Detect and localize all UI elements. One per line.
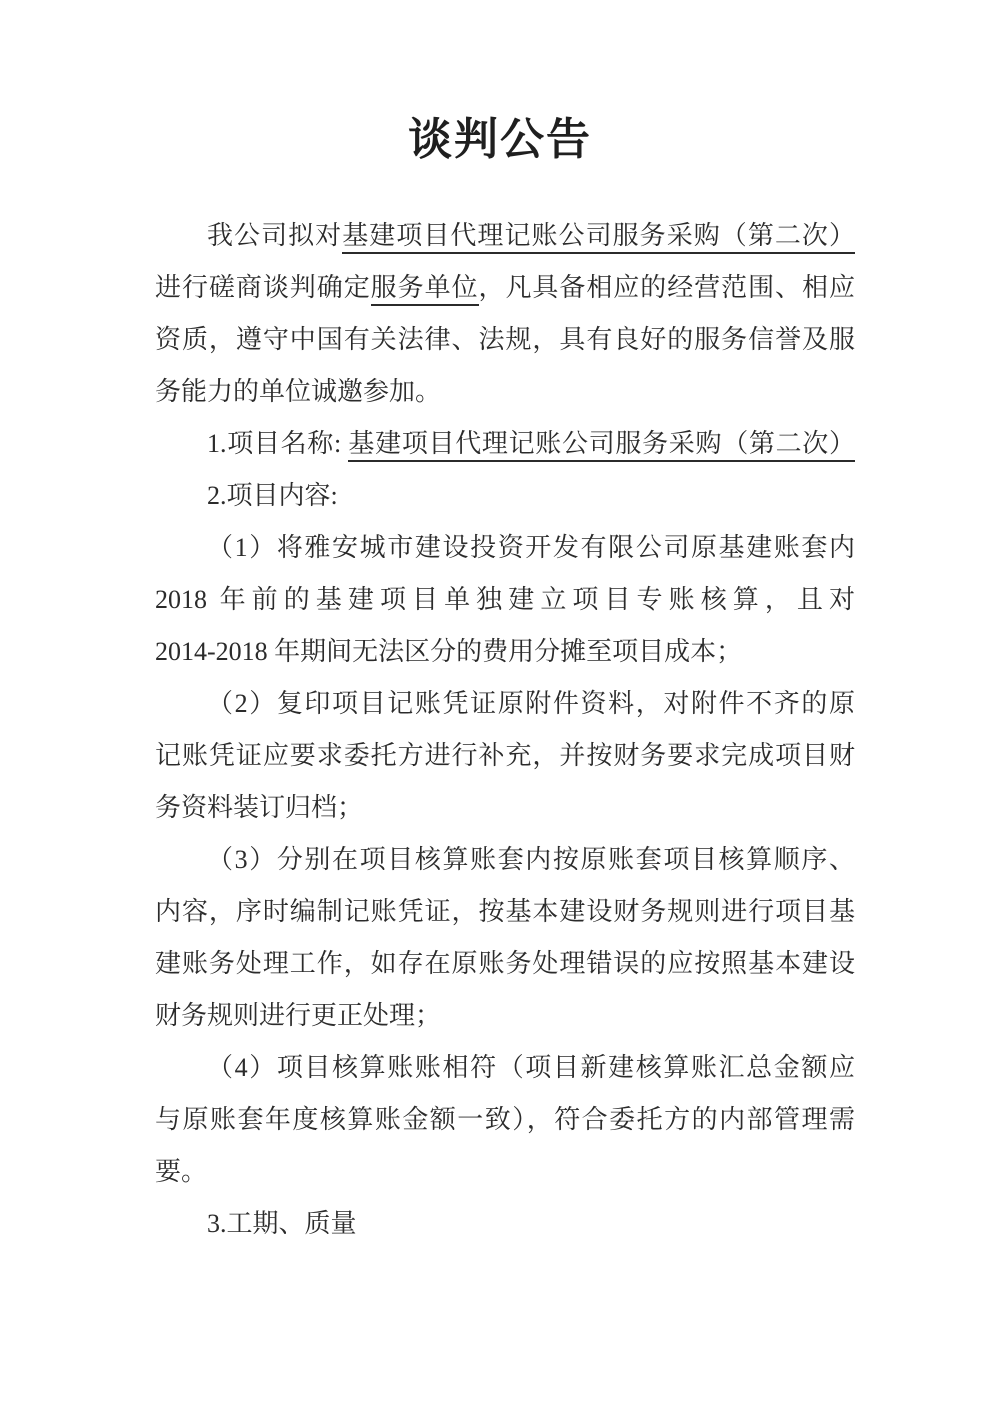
text-run: （3）分别在项目核算账套内按原账套项目核算顺序、 (207, 845, 855, 874)
text-line (155, 522, 855, 574)
text-line (155, 938, 855, 990)
text-line (155, 626, 855, 678)
text-run: 3.工期、质量 (207, 1209, 357, 1238)
text-run: 务能力的单位诚邀参加。 (155, 377, 442, 406)
text-line (155, 314, 855, 366)
text-run: （1）将雅安城市建设投资开发有限公司原基建账套内 (207, 533, 855, 562)
text-run: 务资料装订归档； (155, 793, 364, 822)
text-line (155, 366, 855, 418)
text-run: 建账务处理工作，如存在原账务处理错误的应按照基本建设 (155, 949, 855, 978)
text-run: 内容，序时编制记账凭证，按基本建设财务规则进行项目基 (155, 897, 855, 926)
underlined-text: 服务单位 (371, 273, 479, 306)
document-body (155, 210, 855, 1250)
underlined-text: 基建项目代理记账公司服务采购（第二次） (342, 221, 855, 254)
text-run: 记账凭证应要求委托方进行补充，并按财务要求完成项目财 (155, 741, 855, 770)
document-title: 谈判公告 (408, 115, 592, 164)
text-run: 进行磋商谈判确定 (155, 273, 371, 302)
text-run: 要。 (155, 1157, 208, 1186)
text-line-project-content (155, 470, 855, 522)
text-line (155, 574, 855, 626)
text-line (155, 730, 855, 782)
text-run: 资质，遵守中国有关法律、法规，具有良好的服务信誉及服 (155, 325, 855, 354)
text-line (155, 1094, 855, 1146)
text-line (155, 262, 855, 314)
text-run: 与原账套年度核算账金额一致），符合委托方的内部管理需 (155, 1105, 855, 1134)
text-run: （4）项目核算账账相符（项目新建核算账汇总金额应 (207, 1053, 855, 1082)
text-line (155, 886, 855, 938)
text-run: 我公司拟对 (207, 221, 343, 250)
text-line (155, 1042, 855, 1094)
text-line-section-3 (155, 1198, 855, 1250)
text-run: （2）复印项目记账凭证原附件资料，对附件不齐的原 (207, 689, 855, 718)
text-line (155, 990, 855, 1042)
text-line (155, 834, 855, 886)
text-run: 财务规则进行更正处理； (155, 1001, 442, 1030)
text-run: 2018 年前的基建项目单独建立项目专账核算，且对 (155, 585, 855, 614)
text-line (155, 1146, 855, 1198)
text-line (155, 782, 855, 834)
text-line (155, 678, 855, 730)
underlined-text: 基建项目代理记账公司服务采购（第二次） (348, 429, 855, 462)
text-line (155, 210, 855, 262)
text-run: 1.项目名称: (207, 429, 349, 458)
text-line-project-name (155, 418, 855, 470)
text-run: 2014-2018 年期间无法区分的费用分摊至项目成本； (155, 637, 743, 666)
text-run: ，凡具备相应的经营范围、相应 (478, 273, 855, 302)
text-run: 2.项目内容: (207, 481, 338, 510)
